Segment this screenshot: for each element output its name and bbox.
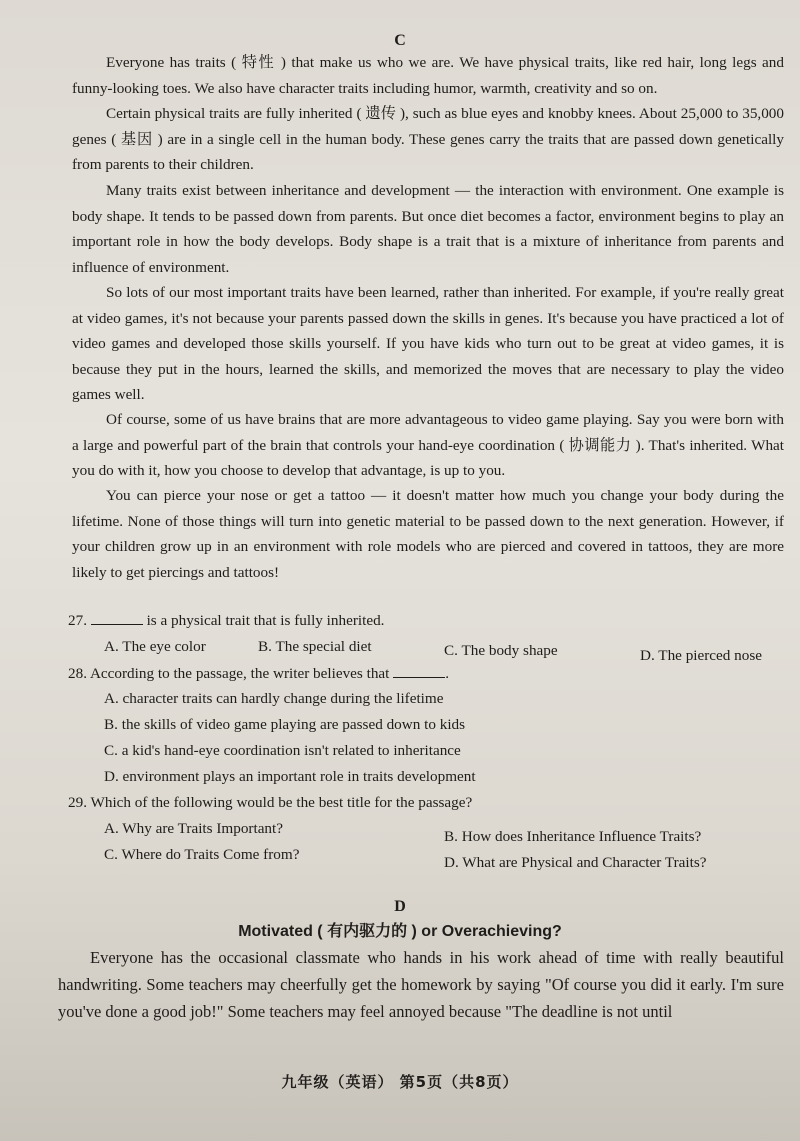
option-28-d: D. environment plays an important role in traits development [104, 768, 476, 785]
question-stem: Which of the following would be the best title for the passage? [90, 794, 473, 811]
option-27-d: D. The pierced nose [640, 647, 763, 664]
question-number: 29. [68, 794, 87, 811]
passage-c-paragraph-1: Everyone has traits ( 特性 ) that make us who we are. We have physical traits, like red hair, long legs and funny-looking toes. We also have character traits including humor, warmth, creativity and so on. [72, 54, 784, 97]
question-29 [68, 793, 472, 813]
question-27 [68, 610, 384, 631]
answer-blank [91, 610, 143, 625]
question-stem: According to the passage, the writer believes that [89, 665, 390, 682]
option-29-d: D. What are Physical and Character Traits? [444, 854, 707, 871]
passage-c-paragraph-4: So lots of our most important traits have been learned, rather than inherited. For example, if you're really great at video games, it's not because your parents passed down the skills in genes. It's because you have practiced a lot of video games and developed those skills yourself. If you have kids who turn out to be great at video games, it is because they put in the hours, learned the skills, and memorized the moves that are necessary to play the video games well. [72, 284, 784, 404]
question-number: 27. [68, 612, 87, 629]
option-27-b: B. The special diet [258, 638, 372, 655]
option-29-b: B. How does Inheritance Influence Traits? [444, 828, 702, 845]
section-d-heading: D [394, 898, 406, 915]
section-c-heading: C [394, 32, 406, 49]
option-29-c: C. Where do Traits Come from? [104, 846, 300, 863]
option-28-b: B. the skills of video game playing are passed down to kids [104, 716, 466, 733]
option-29-a: A. Why are Traits Important? [104, 820, 283, 837]
passage-d-title: Motivated ( 有内驱力的 ) or Overachieving? [238, 923, 562, 940]
option-28-c: C. a kid's hand-eye coordination isn't related to inheritance [104, 742, 461, 759]
question-stem: is a physical trait that is fully inherited. [146, 612, 385, 629]
question-28 [68, 663, 449, 684]
question-stem-end: . [445, 665, 449, 682]
option-27-c: C. The body shape [444, 642, 558, 659]
page-footer: 九年级（英语） 第5页（共8页） [281, 1073, 519, 1091]
passage-d-paragraph-1: Everyone has the occasional classmate who hands in his work ahead of time with really beautiful handwriting. Some teachers may cheerfully get the homework by saying "Of course you did it early. I'm sure you've done a good job!" Some teachers may feel annoyed because "The deadline is not until [58, 948, 784, 1021]
passage-c-paragraph-3: Many traits exist between inheritance and development — the interaction with environment. One example is body shape. It tends to be passed down from parents. But once diet becomes a factor, environment begins to play an important role in how the body develops. Body shape is a trait that is a mixture of inheritance from parents and influence of environment. [72, 182, 784, 276]
passage-c-paragraph-5: Of course, some of us have brains that are more advantageous to video game playing. Say you were born with a large and powerful part of the brain that controls your hand-eye coordination ( 协调能力 ). That's inherited. What you do with it, how you choose to develop that advantage, is up to you. [72, 411, 784, 480]
option-27-a: A. The eye color [104, 638, 206, 655]
option-28-a: A. character traits can hardly change during the lifetime [104, 690, 444, 707]
passage-c-paragraph-6: You can pierce your nose or get a tattoo — it doesn't matter how much you change your body during the lifetime. None of those things will turn into genetic material to be passed down to the next generation. However, if your children grow up in an environment with role models who are pierced and covered in tattoos, they are more likely to get piercings and tattoos! [72, 487, 784, 581]
answer-blank [393, 663, 445, 678]
passage-c-paragraph-2: Certain physical traits are fully inherited ( 遗传 ), such as blue eyes and knobby knees. About 25,000 to 35,000 genes ( 基因 ) are in a single cell in the human body. These genes carry the traits that are passed down genetically from parents to their children. [72, 105, 784, 174]
question-number: 28. [68, 665, 87, 682]
